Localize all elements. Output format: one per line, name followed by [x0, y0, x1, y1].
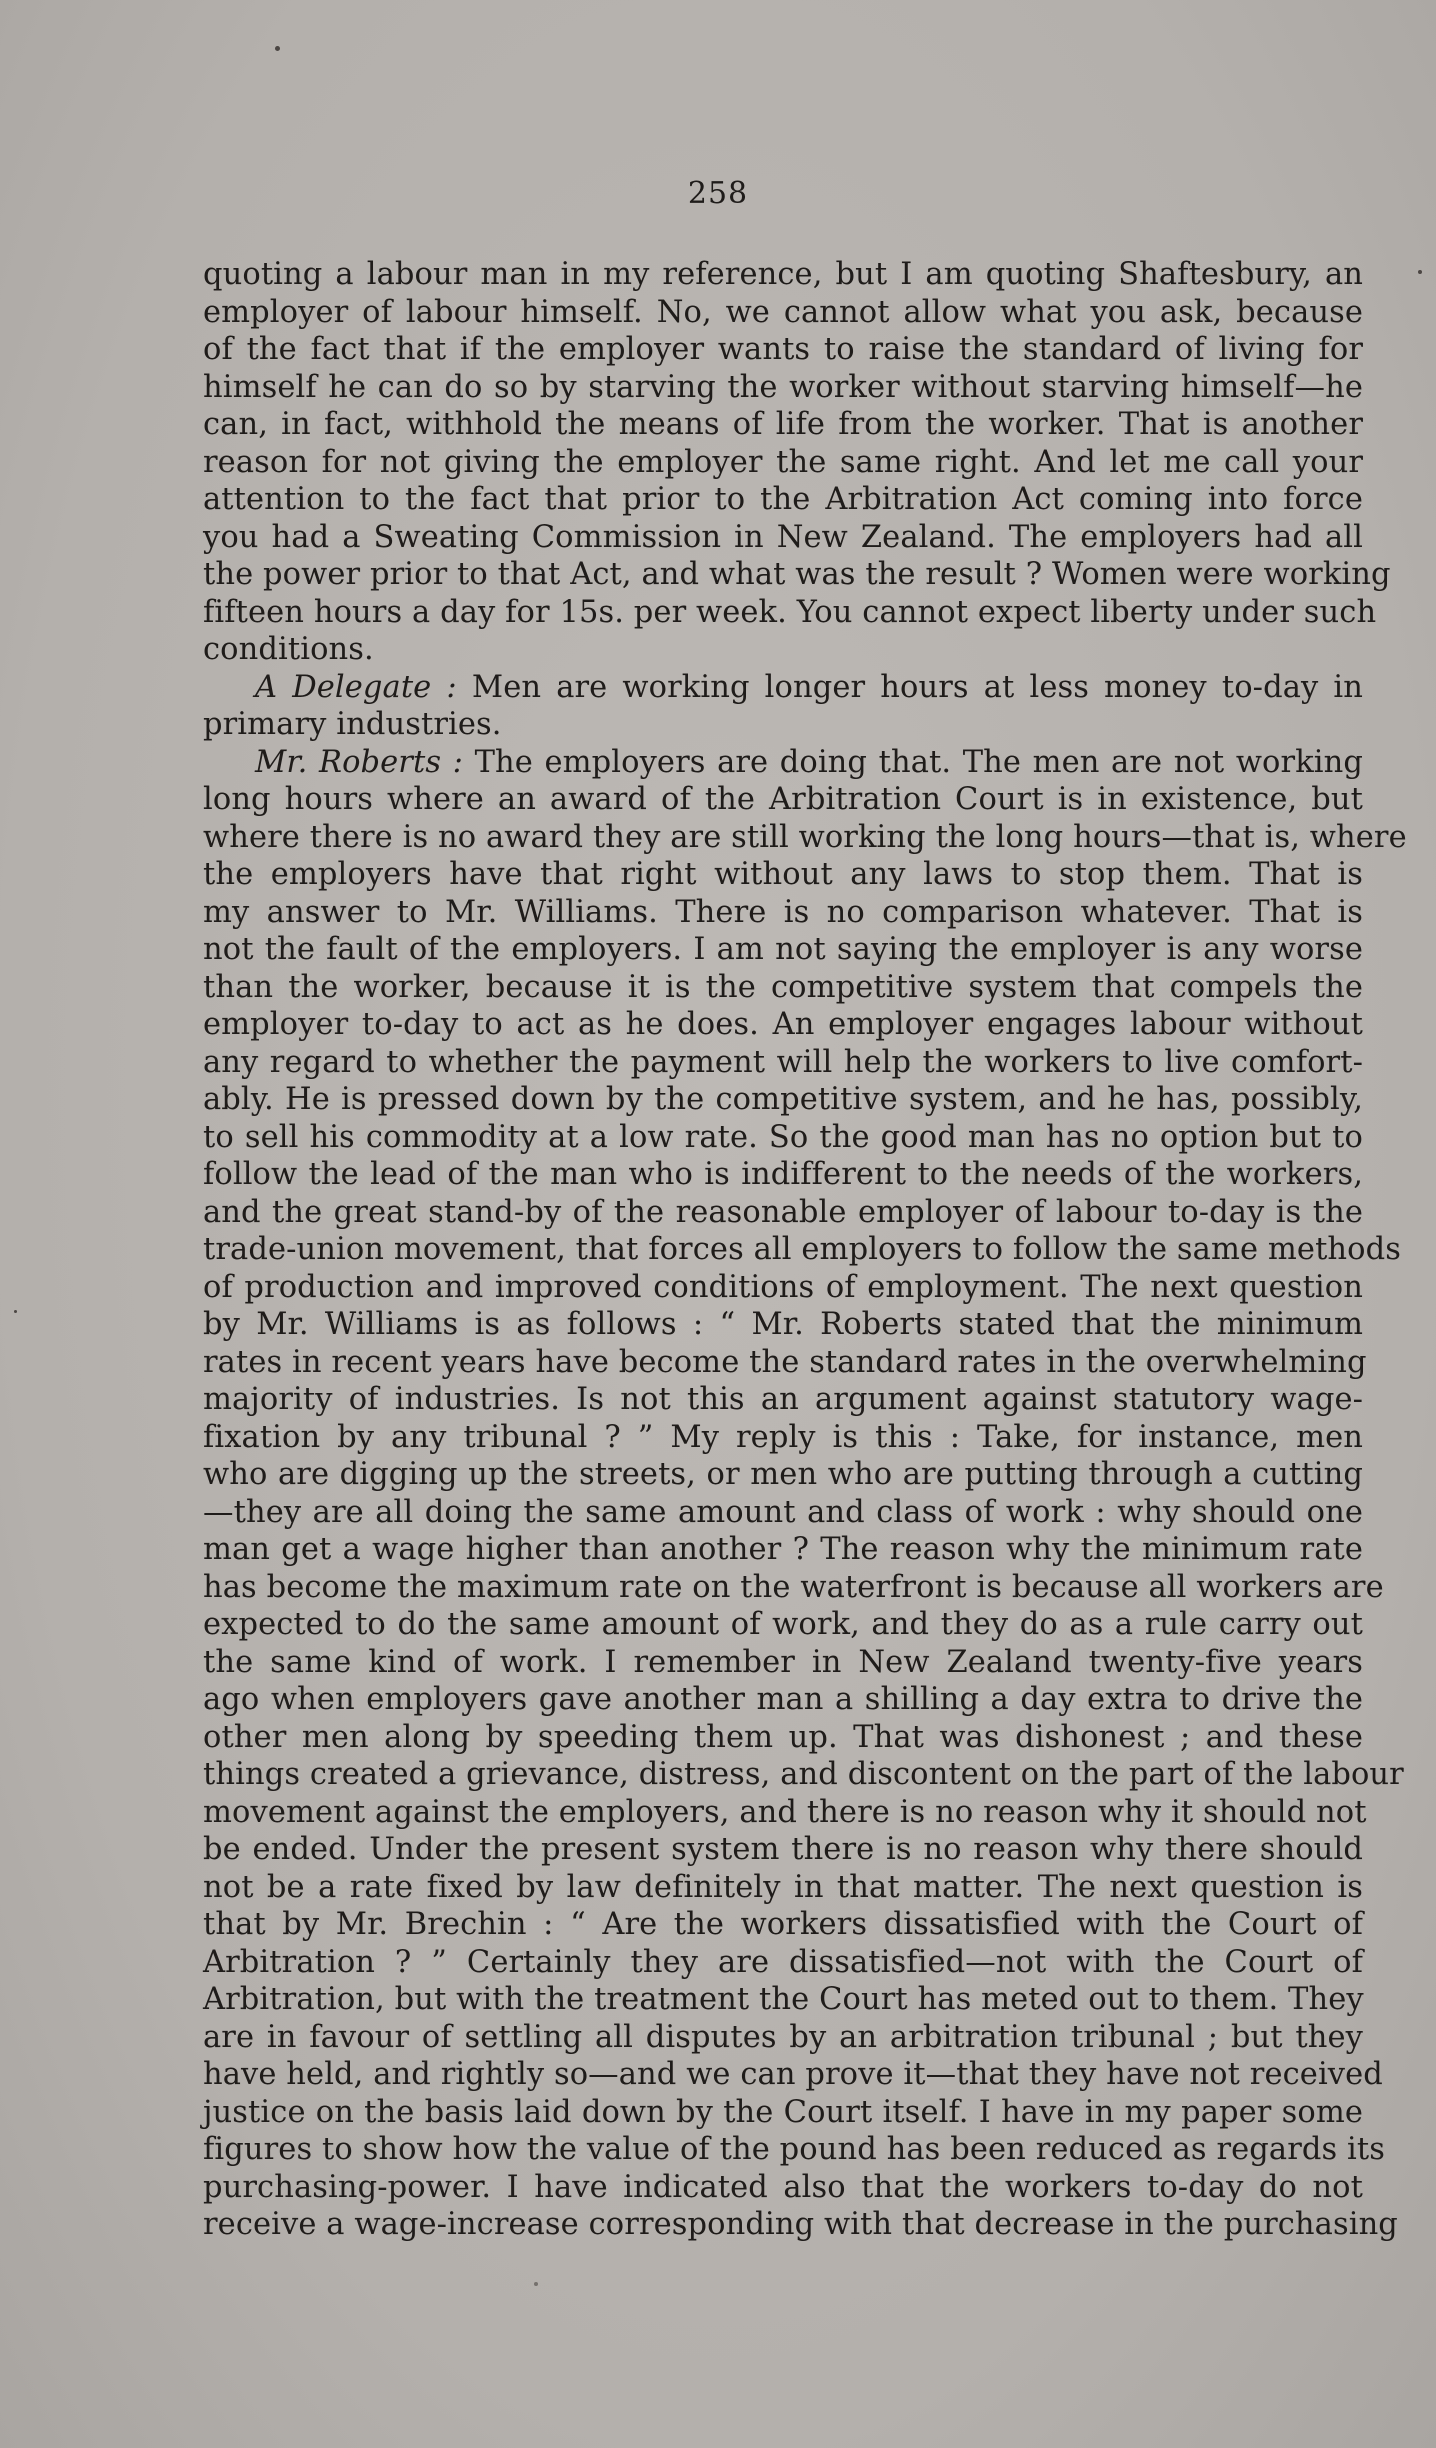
text-line — [203, 1081, 1363, 1119]
text-line — [203, 444, 1363, 482]
text-line — [203, 1306, 1363, 1344]
line-text: my answer to Mr. Williams. There is no comparison whatever. That is — [203, 894, 1363, 930]
line-text: follow the lead of the man who is indifferent to the needs of the workers, — [203, 1157, 1363, 1192]
text-line — [203, 594, 1377, 632]
text-line — [203, 669, 1363, 707]
line-text: ably. He is pressed down by the competitive system, and he has, possibly, — [203, 1082, 1363, 1117]
paragraph — [203, 669, 1363, 744]
line-text: the employers have that right without any laws to stop them. That is — [203, 857, 1363, 892]
scan-speck — [275, 46, 280, 51]
line-text: are in favour of settling all disputes by an arbitration tribunal ; but they — [203, 2019, 1363, 2055]
line-text: primary industries. — [203, 707, 502, 742]
line-text: himself he can do so by starving the worker without starving himself—he — [203, 369, 1363, 405]
scan-speck — [534, 2282, 538, 2286]
line-text: attention to the fact that prior to the Arbitration Act coming into force — [203, 482, 1363, 517]
text-line — [203, 1231, 1402, 1269]
text-line — [203, 1419, 1363, 1457]
text-line — [203, 631, 1363, 669]
text-line — [203, 2131, 1386, 2169]
text-line — [203, 369, 1363, 407]
line-text: other men along by speeding them up. That was dishonest ; and these — [203, 1719, 1363, 1755]
line-text: long hours where an award of the Arbitration Court is in existence, but — [203, 782, 1363, 817]
text-line — [203, 1119, 1363, 1157]
text-line — [203, 1831, 1363, 1869]
line-text: conditions. — [203, 632, 374, 667]
text-line — [203, 2056, 1383, 2094]
text-line — [203, 2094, 1363, 2132]
text-line — [203, 481, 1363, 519]
text-line — [203, 781, 1363, 819]
line-text: the power prior to that Act, and what was the result ? Women were working — [203, 557, 1391, 592]
text-line — [203, 1044, 1363, 1082]
line-text: man get a wage higher than another ? The reason why the minimum rate — [203, 1532, 1363, 1567]
text-line — [203, 1681, 1363, 1719]
text-line — [203, 706, 1363, 744]
text-line — [203, 856, 1363, 894]
line-text: receive a wage-increase corresponding with that decrease in the purchasing — [203, 2207, 1398, 2242]
text-line — [203, 256, 1363, 294]
line-text: quoting a labour man in my reference, but I am quoting Shaftesbury, an — [203, 257, 1363, 292]
speaker-name: A Delegate : — [255, 669, 457, 705]
text-line — [203, 744, 1363, 782]
text-line — [203, 1794, 1367, 1832]
line-text: ago when employers gave another man a shilling a day extra to drive the — [203, 1682, 1363, 1717]
text-line — [203, 1194, 1363, 1232]
line-text: Men are working longer hours at less money to-day in — [471, 669, 1364, 705]
line-text: reason for not giving the employer the same right. And let me call your — [203, 444, 1363, 480]
line-text: majority of industries. Is not this an argument against statutory wage- — [203, 1382, 1363, 1417]
text-line — [203, 1719, 1363, 1757]
line-text: employer to-day to act as he does. An employer engages labour without — [203, 1007, 1363, 1042]
scan-speck — [14, 1310, 17, 1313]
text-line — [203, 1981, 1363, 2019]
line-text: can, in fact, withhold the means of life from the worker. That is another — [203, 407, 1363, 442]
text-line — [203, 2019, 1363, 2057]
text-line — [203, 1269, 1363, 1307]
text-line — [203, 2206, 1398, 2244]
text-line — [203, 2169, 1363, 2207]
line-text: employer of labour himself. No, we cannot allow what you ask, because — [203, 294, 1363, 330]
line-text: rates in recent years have become the standard rates in the overwhelming — [203, 1344, 1367, 1380]
line-text: Arbitration, but with the treatment the Court has meted out to them. They — [203, 1982, 1364, 2017]
line-text: things created a grievance, distress, and discontent on the part of the labour — [203, 1757, 1404, 1792]
line-text: of production and improved conditions of employment. The next question — [203, 1269, 1363, 1305]
paragraph — [203, 256, 1391, 669]
line-text: who are digging up the streets, or men who are putting through a cutting — [203, 1457, 1363, 1492]
text-line — [203, 969, 1363, 1007]
text-line — [203, 1869, 1363, 1907]
text-line — [203, 294, 1363, 332]
line-text: movement against the employers, and there is no reason why it should not — [203, 1794, 1367, 1830]
text-line — [203, 1344, 1367, 1382]
line-text: have held, and rightly so—and we can prove it—that they have not received — [203, 2057, 1383, 2092]
line-text: expected to do the same amount of work, and they do as a rule carry out — [203, 1607, 1363, 1642]
line-text: the same kind of work. I remember in New Zealand twenty-five years — [203, 1644, 1363, 1680]
text-line — [203, 1756, 1404, 1794]
line-text: —they are all doing the same amount and class of work : why should one — [203, 1494, 1363, 1530]
text-line — [203, 1456, 1363, 1494]
line-text: Arbitration ? ” Certainly they are dissatisfied—not with the Court of — [203, 1944, 1363, 1980]
line-text: you had a Sweating Commission in New Zealand. The employers had all — [203, 519, 1363, 555]
line-text: figures to show how the value of the pound has been reduced as regards its — [203, 2132, 1386, 2167]
text-line — [203, 556, 1391, 594]
text-line — [203, 1644, 1363, 1682]
text-line — [203, 894, 1363, 932]
text-line — [203, 819, 1407, 857]
line-text: any regard to whether the payment will help the workers to live comfort- — [203, 1044, 1363, 1080]
line-text: where there is no award they are still working the long hours—that is, where — [203, 819, 1407, 855]
line-text: be ended. Under the present system there is no reason why there should — [203, 1832, 1363, 1867]
line-text: justice on the basis laid down by the Court itself. I have in my paper some — [203, 2094, 1363, 2130]
speaker-name: Mr. Roberts : — [255, 744, 464, 780]
line-text: that by Mr. Brechin : “ Are the workers dissatisfied with the Court of — [203, 1907, 1363, 1942]
line-text: trade-union movement, that forces all employers to follow the same methods — [203, 1232, 1402, 1267]
line-text: has become the maximum rate on the waterfront is because all workers are — [203, 1569, 1384, 1605]
line-text: to sell his commodity at a low rate. So the good man has no option but to — [203, 1119, 1363, 1155]
line-text: by Mr. Williams is as follows : “ Mr. Roberts stated that the minimum — [203, 1307, 1363, 1342]
text-line — [203, 1494, 1363, 1532]
body-text — [203, 256, 1407, 2244]
scan-speck — [1418, 270, 1422, 274]
paragraph — [203, 744, 1407, 2244]
text-line — [203, 1944, 1363, 1982]
page-number: 258 — [687, 176, 749, 211]
line-text: not the fault of the employers. I am not saying the employer is any worse — [203, 932, 1363, 967]
line-text: of the fact that if the employer wants to raise the standard of living for — [203, 332, 1363, 367]
text-line — [203, 1606, 1363, 1644]
line-text: not be a rate fixed by law definitely in that matter. The next question is — [203, 1869, 1363, 1905]
text-line — [203, 1381, 1363, 1419]
line-text: The employers are doing that. The men are not working — [474, 744, 1363, 780]
line-text: purchasing-power. I have indicated also that the workers to-day do not — [203, 2169, 1363, 2205]
line-text: fifteen hours a day for 15s. per week. You cannot expect liberty under such — [203, 594, 1377, 630]
text-line — [203, 931, 1363, 969]
line-text: than the worker, because it is the competitive system that compels the — [203, 969, 1363, 1005]
line-text: fixation by any tribunal ? ” My reply is this : Take, for instance, men — [203, 1419, 1363, 1455]
text-line — [203, 1906, 1363, 1944]
text-line — [203, 1006, 1363, 1044]
text-line — [203, 406, 1363, 444]
text-line — [203, 331, 1363, 369]
text-line — [203, 1569, 1384, 1607]
text-line — [203, 519, 1363, 557]
text-line — [203, 1531, 1363, 1569]
text-line — [203, 1156, 1363, 1194]
line-text: and the great stand-by of the reasonable employer of labour to-day is the — [203, 1194, 1363, 1230]
